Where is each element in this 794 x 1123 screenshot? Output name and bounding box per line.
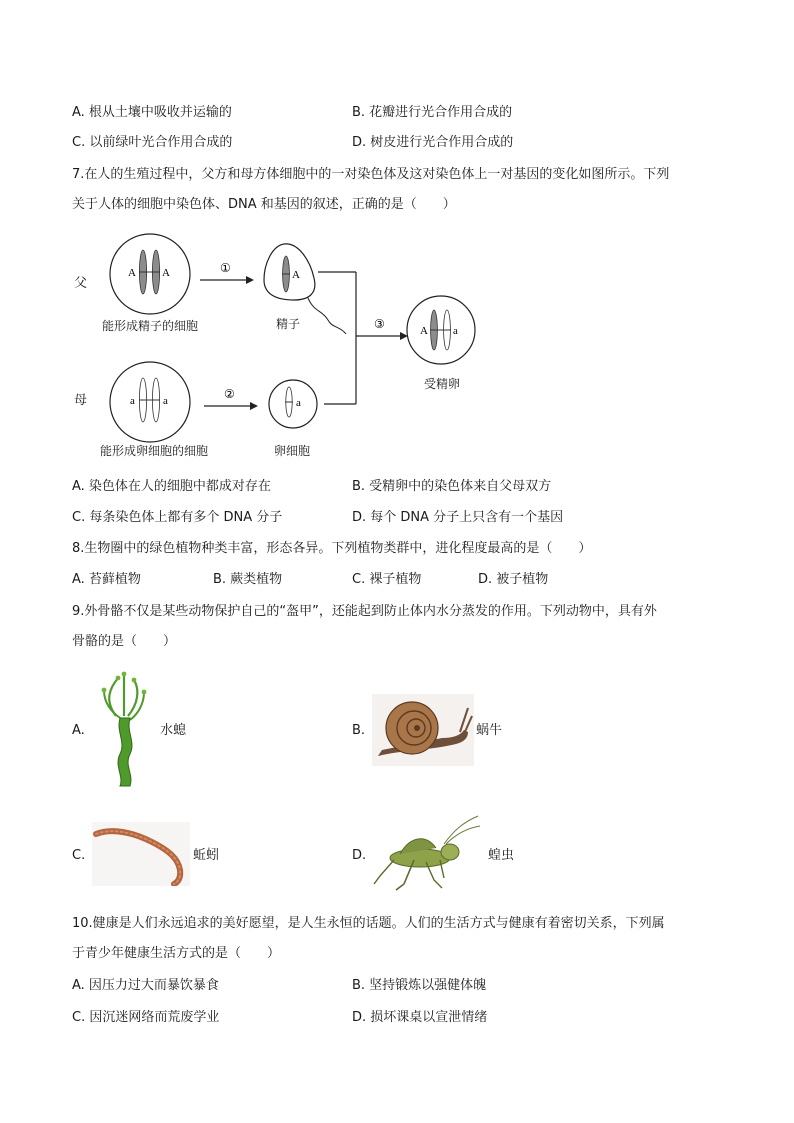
zygote-label: 受精卵 [424, 377, 461, 391]
q8-option-b: B. 蕨类植物 [213, 572, 283, 587]
q6-option-d: D. 树皮进行光合作用合成的 [352, 135, 514, 150]
arrow-step2 [204, 387, 258, 410]
q10-option-b: B. 坚持锻炼以强健体魄 [352, 978, 487, 993]
egg-allele: a [296, 397, 301, 409]
father-cell-label: 能形成精子的细胞 [102, 319, 199, 333]
q6-option-a: A. 根从土壤中吸收并运输的 [72, 105, 232, 120]
sperm-allele: A [292, 269, 300, 281]
q10-stem-line1: 10.健康是人们永远追求的美好愿望，是人生永恒的话题。人们的生活方式与健康有着密切关系，下列属 [72, 916, 665, 931]
egg-label: 卵细胞 [274, 444, 311, 458]
mother-cell [110, 362, 190, 442]
hydra-image [90, 670, 158, 792]
q9-option-d-name: 蝗虫 [488, 848, 515, 863]
q8-option-d: D. 被子植物 [478, 572, 549, 587]
q8-option-c: C. 裸子植物 [352, 572, 422, 587]
q10-option-a: A. 因压力过大而暴饮暴食 [72, 978, 219, 993]
arrow-step1 [200, 261, 254, 284]
q9-option-b-letter: B. [352, 723, 366, 738]
q9-option-c-name: 蚯蚓 [193, 848, 220, 863]
q9-option-a-letter: A. [72, 723, 85, 738]
mother-label: 母 [74, 393, 88, 408]
egg-cell [269, 380, 317, 428]
q10-option-d: D. 损坏课桌以宣泄情绪 [352, 1010, 488, 1025]
mother-cell-label: 能形成卵细胞的细胞 [100, 444, 209, 458]
zygote-allele-left: A [420, 325, 428, 337]
q9-option-b-name: 蜗牛 [476, 723, 503, 738]
q7-option-b: B. 受精卵中的染色体来自父母双方 [352, 479, 552, 494]
zygote-allele-right: a [453, 325, 458, 337]
fertilization-connector [318, 272, 408, 404]
step2-label: ② [224, 387, 235, 401]
zygote [407, 296, 475, 364]
q9-option-d-letter: D. [352, 848, 367, 863]
father-allele-left: A [128, 267, 136, 279]
q7-option-d: D. 每个 DNA 分子上只含有一个基因 [352, 510, 564, 525]
q10-option-c: C. 因沉迷网络而荒废学业 [72, 1010, 220, 1025]
q7-option-a: A. 染色体在人的细胞中都成对存在 [72, 479, 271, 494]
step3-label: ③ [374, 317, 385, 331]
q7-stem-line2: 关于人体的细胞中染色体、DNA 和基因的叙述，正确的是（ ） [72, 197, 456, 212]
earthworm-image [92, 822, 190, 886]
father-cell [110, 234, 190, 314]
step1-label: ① [220, 261, 231, 275]
grasshopper-image [370, 814, 482, 894]
sperm-label: 精子 [276, 317, 301, 331]
mother-allele-left: a [130, 395, 135, 407]
q10-stem-line2: 于青少年健康生活方式的是（ ） [72, 946, 281, 961]
q9-stem-line2: 骨骼的是（ ） [72, 634, 177, 649]
father-allele-right: A [162, 267, 170, 279]
q7-chromosome-diagram [60, 228, 500, 464]
father-label: 父 [74, 276, 88, 291]
q8-stem: 8.生物圈中的绿色植物种类丰富，形态各异。下列植物类群中，进化程度最高的是（ ） [72, 541, 592, 556]
q6-option-c: C. 以前绿叶光合作用合成的 [72, 135, 233, 150]
q9-option-a-name: 水螅 [160, 723, 187, 738]
q8-option-a: A. 苔藓植物 [72, 572, 141, 587]
q6-option-b: B. 花瓣进行光合作用合成的 [352, 105, 513, 120]
snail-image [372, 694, 474, 766]
q7-option-c: C. 每条染色体上都有多个 DNA 分子 [72, 510, 283, 525]
q9-option-c-letter: C. [72, 848, 86, 863]
mother-allele-right: a [163, 395, 168, 407]
q9-stem-line1: 9.外骨骼不仅是某些动物保护自己的“盔甲”，还能起到防止体内水分蒸发的作用。下列动物中，具有外 [72, 604, 657, 619]
q7-stem-line1: 7.在人的生殖过程中，父方和母方体细胞中的一对染色体及这对染色体上一对基因的变化如图所示。下列 [72, 167, 670, 182]
